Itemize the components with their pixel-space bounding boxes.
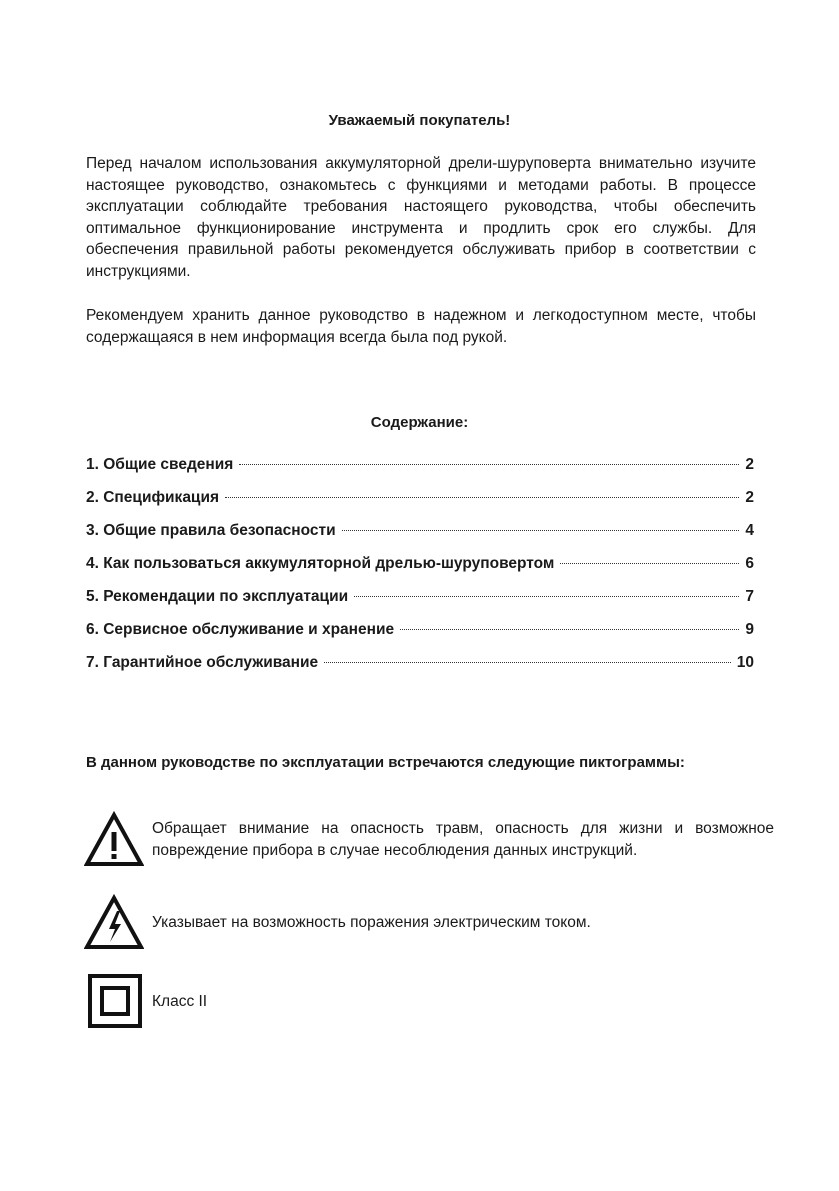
electric-shock-icon: [84, 893, 144, 953]
toc-item-label: 4. Как пользоваться аккумуляторной дрелью-шуруповертом: [86, 555, 555, 572]
pictograms-heading: В данном руководстве по эксплуатации встречаются следующие пиктограммы:: [86, 754, 685, 771]
toc-leader-dots: [324, 662, 731, 663]
toc-leader-dots: [239, 464, 739, 465]
toc-leader-dots: [400, 629, 739, 630]
toc-item-label: 5. Рекомендации по эксплуатации: [86, 588, 349, 605]
toc-item[interactable]: [86, 654, 754, 687]
toc-item-label: 2. Спецификация: [86, 489, 220, 506]
toc-item-label: 1. Общие сведения: [86, 456, 234, 473]
pictogram-row-electric: [84, 893, 774, 953]
toc-item-page: 10: [736, 654, 754, 671]
warning-triangle-icon: [84, 810, 144, 870]
class-ii-double-square-icon: [84, 972, 144, 1032]
toc-leader-dots: [342, 530, 740, 531]
toc-item-page: 2: [745, 489, 754, 506]
toc-leader-dots: [354, 596, 739, 597]
pictogram-warning-text: Обращает внимание на опасность травм, опасность для жизни и возможное повреждение прибора в случае несоблюдения данных инструкций.: [152, 820, 774, 859]
toc-title: Содержание:: [370, 414, 469, 431]
toc-item-label: 7. Гарантийное обслуживание: [86, 654, 319, 671]
toc-item[interactable]: [86, 522, 754, 555]
table-of-contents: [86, 456, 754, 687]
intro-paragraph-2: Рекомендуем хранить данное руководство в надежном и легкодоступном месте, чтобы содержащаяся в нем информация всегда была под рукой.: [86, 307, 756, 346]
toc-item-page: 6: [745, 555, 754, 572]
greeting-heading: Уважаемый покупатель!: [328, 112, 511, 129]
intro-paragraph-1: Перед началом использования аккумуляторной дрели-шуруповерта внимательно изучите настоящее руководство, ознакомьтесь с функциями и методами работы. В процессе эксплуатации соблюдайте требования настоящего руководства, чтобы обеспечить оптимальное функционирование инструмента и продлить срок его службы. Для обеспечения правильной работы рекомендуется обслуживать прибор в соответствии с инструкциями.: [86, 155, 756, 280]
toc-item-page: 4: [745, 522, 754, 539]
pictogram-row-warning: [84, 810, 774, 870]
toc-item[interactable]: [86, 555, 754, 588]
toc-item-label: 3. Общие правила безопасности: [86, 522, 336, 539]
toc-item-page: 7: [745, 588, 754, 605]
toc-item[interactable]: [86, 621, 754, 654]
toc-item-page: 9: [745, 621, 754, 638]
toc-item-label: 6. Сервисное обслуживание и хранение: [86, 621, 395, 638]
pictogram-electric-text: Указывает на возможность поражения электрическим током.: [152, 914, 591, 931]
toc-item[interactable]: [86, 456, 754, 489]
toc-leader-dots: [560, 563, 739, 564]
toc-item[interactable]: [86, 588, 754, 621]
toc-item[interactable]: [86, 489, 754, 522]
pictogram-class-ii-text: Класс II: [152, 993, 208, 1010]
pictogram-row-class-ii: [84, 972, 774, 1032]
toc-item-page: 2: [745, 456, 754, 473]
toc-leader-dots: [225, 497, 739, 498]
